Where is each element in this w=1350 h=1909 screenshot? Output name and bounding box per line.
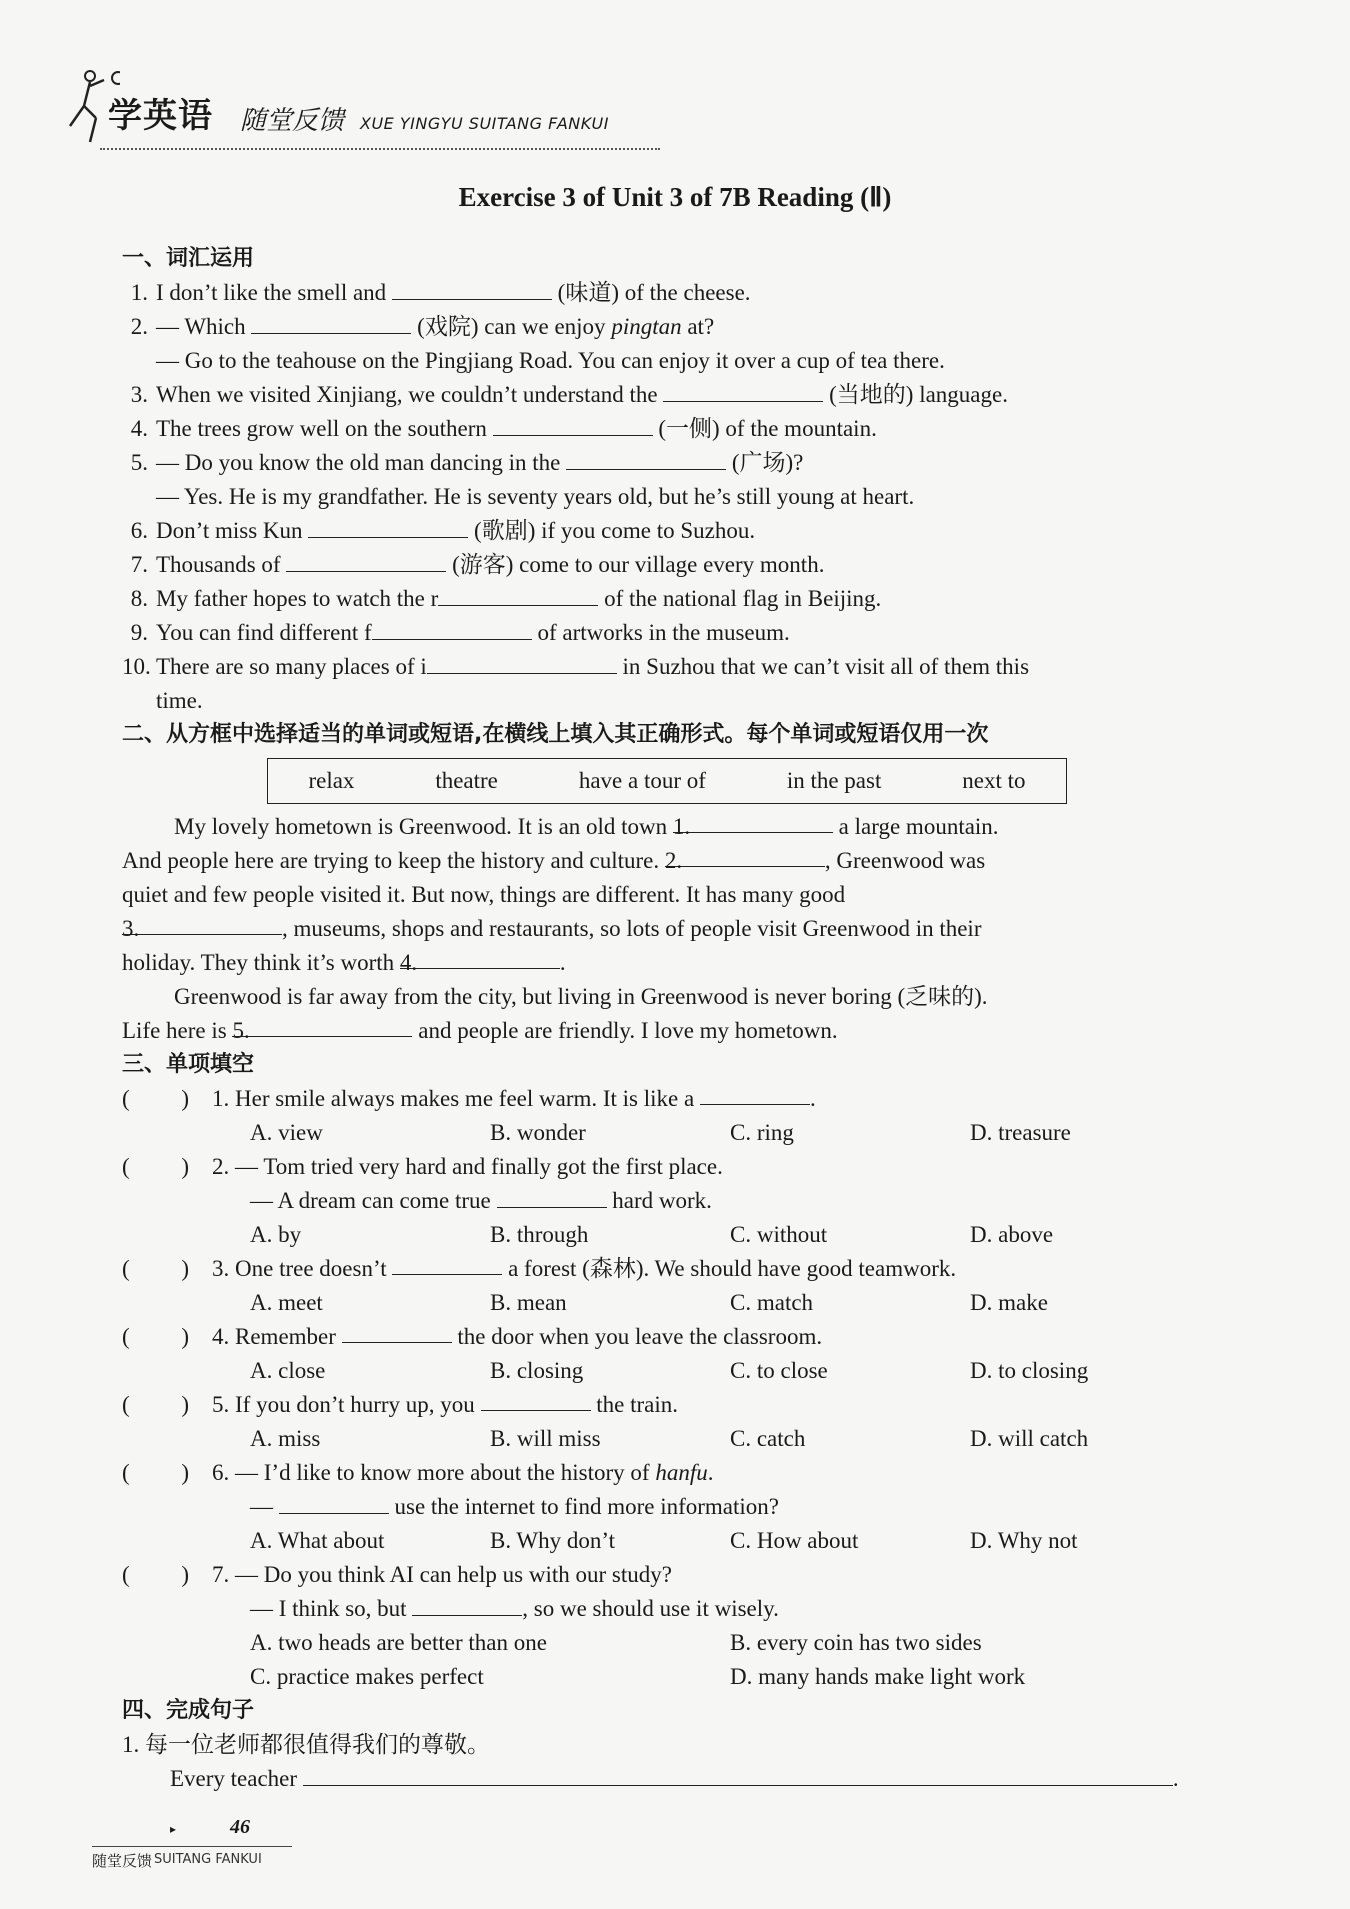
list-item: 1. I don’t like the smell and (味道) of the cheese.: [122, 276, 1218, 310]
option[interactable]: D. treasure: [970, 1120, 1071, 1145]
footer-brand: 随堂反馈: [92, 1852, 153, 1870]
answer-blank[interactable]: [279, 1491, 389, 1514]
question-row: ( ) 6. — I’d like to know more about the history of hanfu .: [122, 1460, 714, 1485]
option[interactable]: A. two heads are better than one: [250, 1630, 547, 1655]
options-row: [122, 1422, 1218, 1456]
option[interactable]: C. catch: [730, 1426, 806, 1451]
answer-blank[interactable]: [342, 1320, 452, 1343]
question-row: ( ) 2. — Tom tried very hard and finally got the first place.: [122, 1154, 723, 1179]
option[interactable]: A. meet: [250, 1290, 323, 1315]
question-row: ( ) 1. Her smile always makes me feel warm. It is like a .: [122, 1082, 1218, 1116]
answer-blank[interactable]: 4.: [400, 946, 560, 969]
word-option: next to: [962, 768, 1026, 793]
word-option: have a tour of: [578, 768, 706, 793]
answer-blank[interactable]: [700, 1082, 810, 1105]
option[interactable]: A. by: [250, 1222, 302, 1247]
question-row: ( ) 4. Remember the door when you leave the classroom.: [122, 1320, 1218, 1354]
option[interactable]: B. will miss: [490, 1426, 601, 1451]
answer-blank[interactable]: [308, 515, 468, 538]
options-row: [122, 1116, 1218, 1150]
list-item: 6. Don’t miss Kun (歌剧) if you come to Suzhou.: [122, 514, 1218, 548]
page-footer: [92, 1810, 392, 1890]
option[interactable]: B. through: [490, 1222, 589, 1247]
answer-blank[interactable]: 3.: [122, 912, 282, 935]
answer-blank[interactable]: 5.: [232, 1014, 412, 1037]
options-row: [122, 1626, 1218, 1694]
option[interactable]: C. How about: [730, 1528, 859, 1553]
answer-blank[interactable]: [427, 651, 617, 674]
option[interactable]: C. practice makes perfect: [250, 1664, 484, 1689]
passage-paragraph: My lovely hometown is Greenwood. It is an old town 1. a large mountain. And people here are trying to keep the history and culture. 2. , Greenwood was quiet and few people visited it. But now, things are different. It has many good 3. , museums, shops and restaurants, so lots of people visit Greenwood in their holiday. They think it’s worth 4. . Greenwood is far away from the city, but living in Greenwood is never boring (乏味的). Life here is 5. and people are friendly. I love my hometown.: [122, 810, 1218, 1048]
worksheet-content: 一、词汇运用 1. I don’t like the smell and (味道) of the cheese. 2. — Which (戏院) can we enjoy pingtan at? — Go to the teahouse on the Pingjiang Road. You can enjoy it over a cup of tea there. 3. When we visited Xinjiang, we couldn’t understand the (当地的) language. 4. The trees grow well on the southern (一侧) of the mountain. 5. — Do you know the old man dancing in the (广场)? — Yes. He is my grandfather. He is seventy years old, but he’s still young at heart. 6. Don’t miss Kun (歌剧) if you come to Suzhou. 7. Thousands of (游客) come to our village every month. 8. My father hopes to watch the r of the national flag in Beijing. 9. You can find different f of artworks in the museum. 10. There are so many places of i in Suzhou that we can’t visit all of them this time. 二、从方框中选择适当的单词或短语,在横线上填入其正确形式。每个单词或短语仅用一次 relax theatre have a tour of in the past next to My lovely hometown is Greenwood. It is an old town 1. a large mountain. And people here are trying to keep the history and culture. 2. , Greenwood was quiet and few people visited it. But now, things are different. It has many good 3. , museums, shops and restaurants, so lots of people visit Greenwood in their holiday. They think it’s worth 4. . Greenwood is far away from the city, but living in Greenwood is never boring (乏味的). Life here is 5. and people are friendly. I love my hometown. 三、单项填空 ( ) 1. Her smile always makes me feel warm. It is like a . A. view B. wonder C. ring D. treasure ( ) 2. — Tom tried very hard and finally got the first place. — A dream can come true hard work. A. by B. through C. without D. above ( ) 3. One tree doesn’t a forest (森林). We should have good teamwork. A. meet B. mean C. match D. make ( ) 4. Remember the door when you leave the classroom. A. close B. closing C. to close D. to closing ( ) 5. If you don’t hurry up, you the train. A. miss B. will miss C. catch D. will catch ( ) 6. — I’d like to know more about the history of hanfu . — use the internet to find more information? A. What about B. Why don’t C. How about D. Why not ( ) 7. — Do you think AI can help us with our study? — I think so, but , so we should use it wisely. A. two heads are better than one B. every coin has two sides C. practice makes perfect D. many hands make light work 四、完成句子 1. 每一位老师都很值得我们的尊敬。 Every teacher .: [122, 242, 1218, 1796]
option[interactable]: C. to close: [730, 1358, 828, 1383]
list-item: 4. The trees grow well on the southern (一侧) of the mountain.: [122, 412, 1218, 446]
answer-blank[interactable]: [392, 1252, 502, 1275]
page-number: 46: [230, 1816, 250, 1838]
answer-blank[interactable]: [438, 583, 598, 606]
answer-blank[interactable]: 2.: [665, 844, 825, 867]
question-row: ( ) 7. — Do you think AI can help us with our study?: [122, 1562, 672, 1587]
word-option: theatre: [435, 768, 498, 793]
brand-pinyin: XUE YINGYU SUITANG FANKUI: [360, 114, 609, 133]
option[interactable]: D. above: [970, 1222, 1054, 1247]
answer-blank[interactable]: [286, 549, 446, 572]
list-item: 5. — Do you know the old man dancing in the (广场)?: [122, 446, 1218, 480]
word-box: [267, 758, 1067, 804]
option[interactable]: D. will catch: [970, 1426, 1089, 1451]
option[interactable]: A. view: [250, 1120, 323, 1145]
answer-line[interactable]: [303, 1763, 1173, 1786]
answer-blank[interactable]: [372, 617, 532, 640]
option[interactable]: A. What about: [250, 1528, 385, 1553]
header-rule: [100, 148, 660, 150]
option[interactable]: A. close: [250, 1358, 326, 1383]
option[interactable]: B. Why don’t: [490, 1528, 616, 1553]
options-row: [122, 1524, 1218, 1558]
option[interactable]: A. miss: [250, 1426, 321, 1451]
option[interactable]: C. match: [730, 1290, 814, 1315]
answer-blank[interactable]: [481, 1388, 591, 1411]
list-item: — Go to the teahouse on the Pingjiang Road. You can enjoy it over a cup of tea there.: [156, 348, 945, 373]
answer-blank[interactable]: [497, 1185, 607, 1208]
options-row: [122, 1354, 1218, 1388]
options-row: [122, 1286, 1218, 1320]
option[interactable]: B. every coin has two sides: [730, 1630, 982, 1655]
page-header: [60, 56, 660, 156]
word-option: in the past: [786, 768, 882, 793]
option[interactable]: B. wonder: [490, 1120, 586, 1145]
list-item: — Yes. He is my grandfather. He is seventy years old, but he’s still young at heart.: [156, 484, 915, 509]
triangle-icon: ▸: [170, 1822, 177, 1836]
option[interactable]: B. mean: [490, 1290, 567, 1315]
word-option: relax: [308, 768, 355, 793]
section-heading: 二、从方框中选择适当的单词或短语,在横线上填入其正确形式。每个单词或短语仅用一次: [122, 722, 989, 747]
answer-blank[interactable]: [392, 277, 552, 300]
list-item: 10. There are so many places of i in Suzhou that we can’t visit all of them this: [122, 650, 1218, 684]
option[interactable]: D. many hands make light work: [730, 1664, 1026, 1689]
answer-blank[interactable]: [251, 311, 411, 334]
list-item: 8. My father hopes to watch the r of the national flag in Beijing.: [122, 582, 1218, 616]
answer-blank[interactable]: [566, 447, 726, 470]
option[interactable]: D. make: [970, 1290, 1048, 1315]
list-item: 2. — Which (戏院) can we enjoy pingtan at?: [122, 310, 1218, 344]
answer-blank[interactable]: [412, 1593, 522, 1616]
options-row: [122, 1218, 1218, 1252]
answer-blank[interactable]: [493, 413, 653, 436]
list-item: 9. You can find different f of artworks in the museum.: [122, 616, 1218, 650]
section-heading: 四、完成句子: [122, 1698, 255, 1723]
answer-blank[interactable]: [663, 379, 823, 402]
section-heading: 一、词汇运用: [122, 246, 255, 271]
brand-title: 学英语: [108, 96, 213, 136]
section-heading: 三、单项填空: [122, 1052, 255, 1077]
list-item: 7. Thousands of (游客) come to our village every month.: [122, 548, 1218, 582]
list-item: 3. When we visited Xinjiang, we couldn’t understand the (当地的) language.: [122, 378, 1218, 412]
option[interactable]: C. ring: [730, 1120, 794, 1145]
brand-subtitle: 随堂反馈: [240, 106, 345, 136]
option[interactable]: C. without: [730, 1222, 828, 1247]
question-row: ( ) 5. If you don’t hurry up, you the train.: [122, 1388, 1218, 1422]
page-title: Exercise 3 of Unit 3 of 7B Reading (Ⅱ): [458, 182, 892, 212]
list-item: time.: [156, 688, 203, 713]
option[interactable]: D. to closing: [970, 1358, 1089, 1383]
option[interactable]: D. Why not: [970, 1528, 1078, 1553]
footer-brand-pinyin: SUITANG FANKUI: [154, 1852, 262, 1867]
translation-prompt: 1. 每一位老师都很值得我们的尊敬。: [122, 1732, 490, 1757]
option[interactable]: B. closing: [490, 1358, 584, 1383]
answer-blank[interactable]: 1.: [673, 810, 833, 833]
question-row: ( ) 3. One tree doesn’t a forest (森林). We should have good teamwork.: [122, 1252, 1218, 1286]
